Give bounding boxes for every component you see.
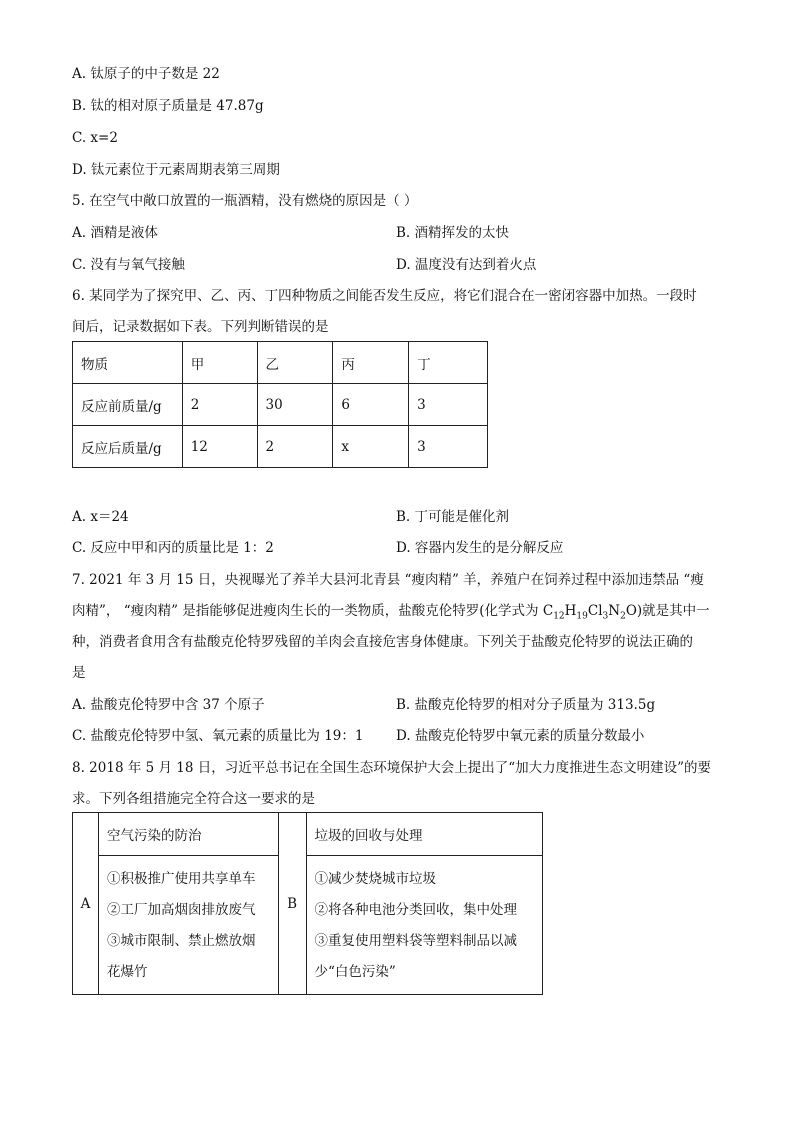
q4-option-d: D. 钛元素位于元素周期表第三周期	[72, 162, 280, 178]
formula-sub: 3	[602, 611, 609, 622]
list-item: ③城市限制、禁止燃放烟	[106, 933, 256, 949]
table-cell: 3	[409, 384, 488, 426]
formula-sub: 2	[620, 611, 626, 622]
q8-stem-line1: 8. 2018 年 5 月 18 日，习近平总书记在全国生态环境保护大会上提出了“加大力度推进生态文明建设”的要	[72, 760, 712, 776]
table-cell: 丁	[409, 342, 488, 384]
q6-stem-line2: 间后，记录数据如下表。下列判断错误的是	[72, 319, 329, 335]
table-cell: 2	[257, 426, 333, 468]
table-cell: x	[333, 426, 409, 468]
q7-option-a: A. 盐酸克伦特罗中含 37 个原子	[72, 697, 265, 713]
q7-line2-post: O)就是其中一	[625, 603, 710, 619]
q6-stem-line1: 6. 某同学为了探究甲、乙、丙、丁四种物质之间能否发生反应，将它们混合在一密闭容器中加热。一段时	[72, 288, 697, 304]
option-a-label: A	[73, 813, 99, 995]
table-row	[73, 426, 488, 468]
q5-option-c: C. 没有与氧气接触	[72, 257, 185, 273]
list-item: ①积极推广使用共享单车	[106, 871, 256, 887]
table-cell: 物质	[73, 342, 183, 384]
q7-option-b: B. 盐酸克伦特罗的相对分子质量为 313.5g	[396, 697, 656, 713]
list-item: ①减少焚烧城市垃圾	[314, 871, 436, 887]
list-item: ②工厂加高烟囱排放废气	[106, 902, 256, 918]
table-cell: 甲	[182, 342, 257, 384]
q7-stem-line1: 7. 2021 年 3 月 15 日，央视曝光了养羊大县河北青县 “瘦肉精” 羊，养殖户在饲养过程中添加违禁品 “瘦	[72, 572, 704, 588]
table-cell: 6	[333, 384, 409, 426]
q4-option-c: C. x=2	[72, 130, 118, 146]
table-row	[73, 813, 543, 856]
table-cell: 30	[257, 384, 333, 426]
option-a-title: 空气污染的防治	[98, 813, 278, 856]
formula-sub: 12	[553, 611, 565, 622]
q5-option-a: A. 酒精是液体	[72, 225, 158, 241]
table-cell: 反应前质量/g	[73, 384, 183, 426]
q8-options-table	[72, 812, 543, 995]
q5-option-b: B. 酒精挥发的太快	[396, 225, 510, 241]
list-item: 少“白色污染”	[314, 964, 396, 980]
table-row	[73, 384, 488, 426]
table-cell: 反应后质量/g	[73, 426, 183, 468]
option-b-title: 垃圾的回收与处理	[306, 813, 543, 856]
formula-element: Cl	[587, 603, 603, 619]
option-a-items	[98, 856, 278, 995]
table-cell: 3	[409, 426, 488, 468]
q6-option-c: C. 反应中甲和丙的质量比是 1：2	[72, 540, 274, 556]
q7-stem-line2	[72, 602, 710, 620]
q4-option-b: B. 钛的相对原子质量是 47.87g	[72, 98, 264, 114]
formula-sub: 19	[576, 611, 588, 622]
option-b-label: B	[278, 813, 306, 995]
table-header-row	[73, 342, 488, 384]
q4-option-a: A. 钛原子的中子数是 22	[72, 66, 220, 82]
q8-stem-line2: 求。下列各组措施完全符合这一要求的是	[72, 791, 315, 807]
q5-option-d: D. 温度没有达到着火点	[396, 257, 537, 273]
table-cell: 12	[182, 426, 257, 468]
option-b-items	[306, 856, 543, 995]
table-cell: 2	[182, 384, 257, 426]
q7-option-c: C. 盐酸克伦特罗中氢、氧元素的质量比为 19：1	[72, 728, 364, 744]
q6-option-b: B. 丁可能是催化剂	[396, 509, 510, 525]
q6-option-a: A. x＝24	[72, 509, 129, 525]
list-item: ③重复使用塑料袋等塑料制品以减	[314, 933, 517, 949]
list-item: 花爆竹	[106, 964, 148, 980]
table-cell: 乙	[257, 342, 333, 384]
q6-option-d: D. 容器内发生的是分解反应	[396, 540, 564, 556]
table-row	[73, 856, 543, 995]
q7-stem-line3: 种，消费者食用含有盐酸克伦特罗残留的羊肉会直接危害身体健康。下列关于盐酸克伦特罗的说法正确的	[72, 634, 693, 650]
q7-option-d: D. 盐酸克伦特罗中氧元素的质量分数最小	[396, 728, 645, 744]
q7-line2-pre: 肉精”， “瘦肉精” 是指能够促进瘦肉生长的一类物质，盐酸克伦特罗(化学式为 C	[72, 603, 554, 619]
q5-stem: 5. 在空气中敞口放置的一瓶酒精，没有燃烧的原因是（ ）	[72, 193, 418, 209]
q6-data-table	[72, 341, 488, 468]
q7-stem-line4: 是	[72, 665, 86, 681]
formula-element: H	[564, 603, 577, 619]
table-cell: 丙	[333, 342, 409, 384]
formula-element: N	[608, 603, 621, 619]
list-item: ②将各种电池分类回收，集中处理	[314, 902, 517, 918]
